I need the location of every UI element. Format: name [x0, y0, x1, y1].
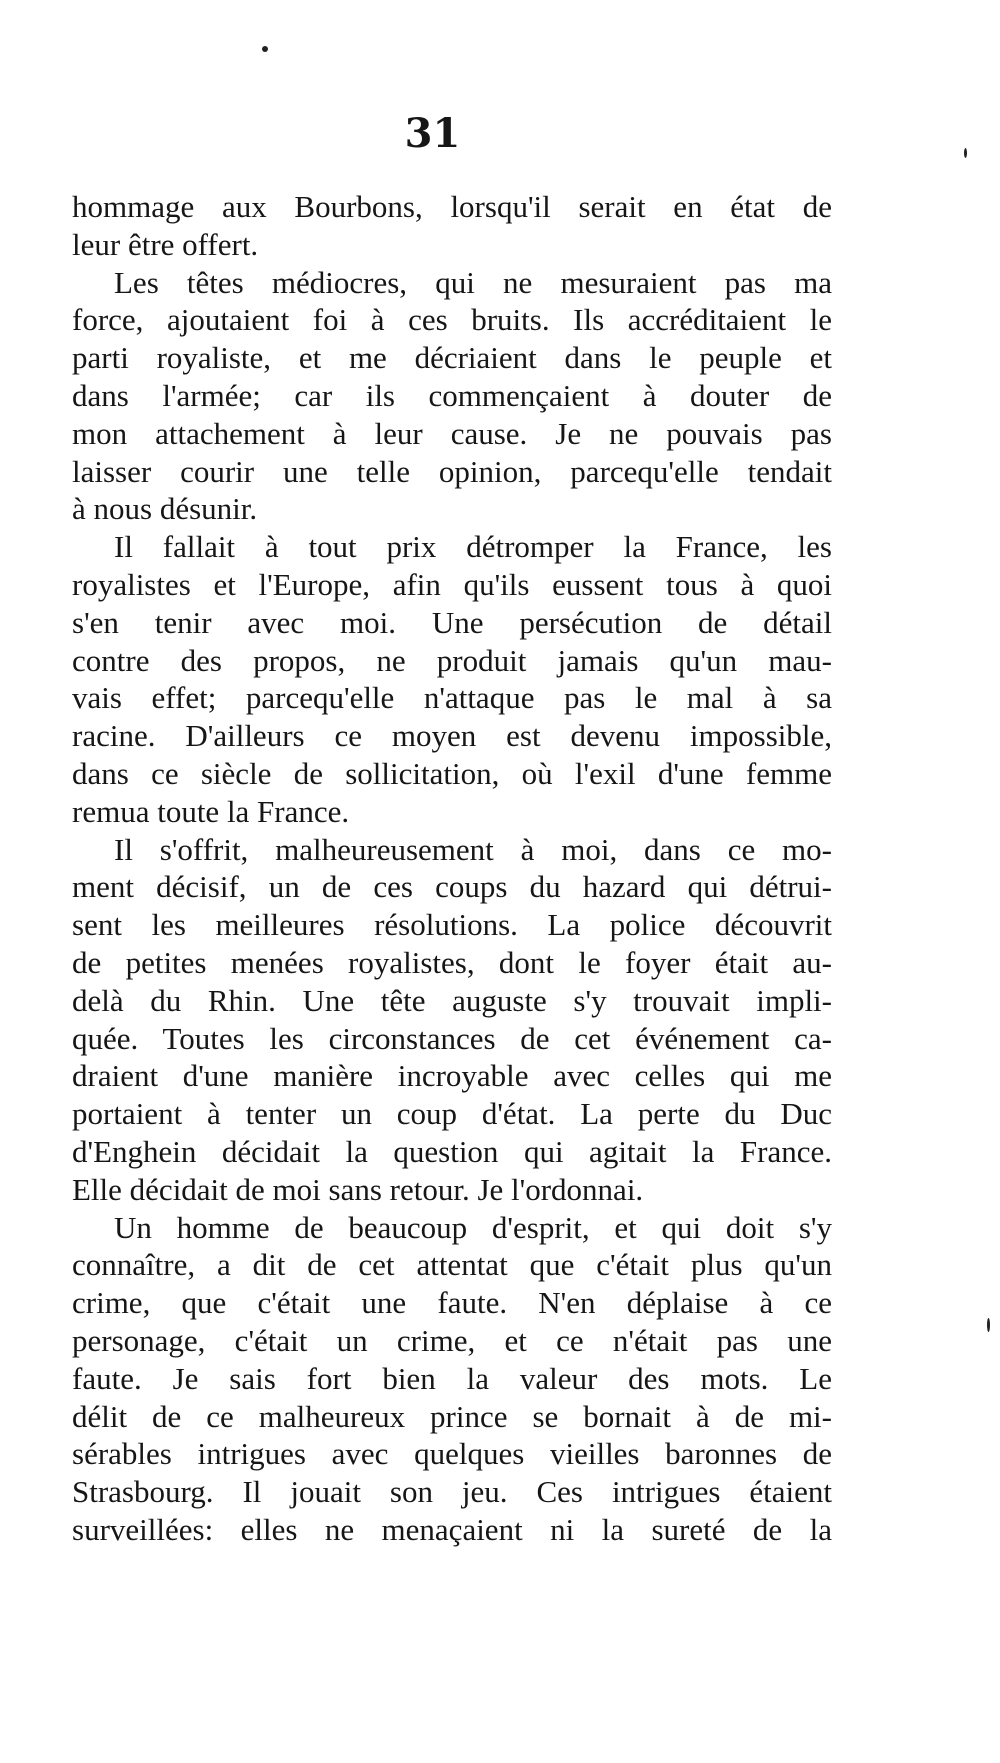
text-line: vais effet; parcequ'elle n'attaque pas le mal à sa: [72, 680, 832, 716]
text-line: contre des propos, ne produit jamais qu'un mau-: [72, 642, 832, 678]
text-line: faute. Je sais fort bien la valeur des mots. Le: [72, 1360, 832, 1396]
text-line: dans l'armée; car ils commençaient à douter de: [72, 377, 832, 413]
page-number: 31: [404, 110, 461, 157]
scan-speck: [987, 1318, 990, 1332]
text-line: royalistes et l'Europe, afin qu'ils eussent tous à quoi: [72, 566, 832, 602]
text-line: remua toute la France.: [72, 793, 350, 829]
text-line: s'en tenir avec moi. Une persécution de détail: [72, 604, 832, 640]
text-line: d'Enghein décidait la question qui agitait la France.: [72, 1133, 832, 1169]
text-line: dans ce siècle de sollicitation, où l'exil d'une femme: [72, 755, 832, 791]
text-line: parti royaliste, et me décriaient dans le peuple et: [72, 340, 832, 376]
text-line: mon attachement à leur cause. Je ne pouvais pas: [72, 415, 832, 451]
text-line: sérables intrigues avec quelques vieilles baronnes de: [72, 1436, 832, 1472]
text-line: Elle décidait de moi sans retour. Je l'ordonnai.: [72, 1171, 644, 1207]
text-line: laisser courir une telle opinion, parcequ'elle tendait: [72, 453, 832, 489]
text-line: racine. D'ailleurs ce moyen est devenu impossible,: [72, 718, 832, 754]
text-line: Un homme de beaucoup d'esprit, et qui doit s'y: [114, 1209, 832, 1245]
text-line: délit de ce malheureux prince se bornait à de mi-: [72, 1398, 832, 1434]
text-line: Strasbourg. Il jouait son jeu. Ces intrigues étaient: [72, 1474, 832, 1510]
text-line: delà du Rhin. Une tête auguste s'y trouvait impli-: [72, 982, 832, 1018]
scan-speck: [964, 148, 967, 158]
text-line: draient d'une manière incroyable avec celles qui me: [72, 1058, 832, 1094]
text-line: surveillées: elles ne menaçaient ni la sureté de la: [72, 1511, 832, 1547]
scan-speck: [262, 46, 268, 52]
text-line: Les têtes médiocres, qui ne mesuraient pas ma: [114, 264, 832, 300]
text-line: de petites menées royalistes, dont le foyer était au-: [72, 944, 832, 980]
text-line: portaient à tenter un coup d'état. La perte du Duc: [72, 1096, 832, 1132]
text-line: quée. Toutes les circonstances de cet événement ca-: [72, 1020, 832, 1056]
text-line: Il fallait à tout prix détromper la France, les: [114, 529, 832, 565]
body-text: [72, 188, 832, 1549]
text-line: Il s'offrit, malheureusement à moi, dans ce mo-: [114, 831, 832, 867]
text-line: personage, c'était un crime, et ce n'était pas une: [72, 1322, 832, 1358]
text-line: connaître, a dit de cet attentat que c'était plus qu'un: [72, 1247, 832, 1283]
text-line: crime, que c'était une faute. N'en déplaise à ce: [72, 1285, 832, 1321]
text-line: ment décisif, un de ces coups du hazard qui détrui-: [72, 869, 832, 905]
text-line: à nous désunir.: [72, 491, 258, 527]
text-line: leur être offert.: [72, 226, 259, 262]
text-line: force, ajoutaient foi à ces bruits. Ils accréditaient le: [72, 302, 832, 338]
text-line: sent les meilleures résolutions. La police découvrit: [72, 907, 832, 943]
text-line: hommage aux Bourbons, lorsqu'il serait en état de: [72, 189, 832, 224]
